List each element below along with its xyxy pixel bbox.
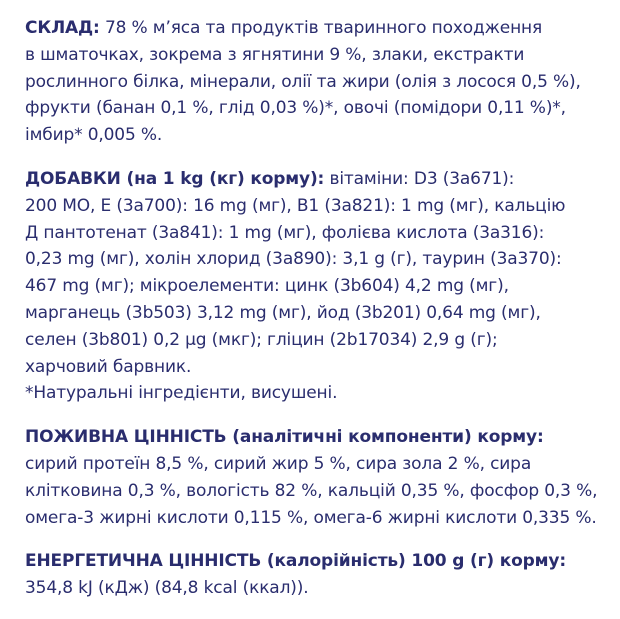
nutritional-value-heading: ПОЖИВНА ЦІННІСТЬ (аналітичні компоненти) корму: — [25, 427, 544, 448]
nutritional-value-line-2: клітковина 0,3 %, вологість 82 %, кальцій 0,35 %, фосфор 0,3 %, — [25, 480, 598, 501]
additives-line-8: харчовий барвник. — [25, 356, 192, 377]
composition-heading: СКЛАД: — [25, 18, 100, 38]
nutritional-value-line-1: сирий протеїн 8,5 %, сирий жир 5 %, сира зола 2 %, сира — [25, 453, 532, 474]
additives-line-3: Д пантотенат (3а841): 1 mg (мг), фолієва кислота (3а316): — [25, 222, 545, 243]
additives-line-7: селен (3b801) 0,2 µg (мкг); гліцин (2b17034) 2,9 g (г); — [25, 329, 498, 350]
energy-value-line-1: 354,8 kJ (кДж) (84,8 kcal (ккал)). — [25, 578, 309, 599]
additives-text: вітаміни: D3 (3а671): — [324, 168, 515, 189]
composition-paragraph — [25, 15, 610, 149]
energy-value-section — [25, 548, 610, 602]
nutritional-value-section — [25, 424, 610, 531]
energy-value-heading: ЕНЕРГЕТИЧНА ЦІННІСТЬ (калорійність) 100 g (г) корму: — [25, 551, 566, 572]
additives-paragraph — [25, 166, 610, 407]
energy-value-paragraph — [25, 548, 610, 602]
additives-section — [25, 166, 610, 407]
additives-line-1 — [25, 166, 610, 193]
additives-heading: ДОБАВКИ (на 1 kg (кг) корму): — [25, 168, 325, 189]
composition-section — [25, 15, 610, 149]
additives-line-2: 200 МО, Е (3а700): 16 mg (мг), В1 (3а821): 1 mg (мг), кальцію — [25, 195, 566, 216]
composition-line-2: в шматочках, зокрема з ягнятини 9 %, злаки, екстракти — [25, 44, 525, 65]
natural-ingredients-footnote: *Натуральні інгредієнти, висушені. — [25, 383, 338, 404]
additives-line-6: марганець (3b503) 3,12 mg (мг), йод (3b201) 0,64 mg (мг), — [25, 302, 541, 323]
nutritional-value-line-3: омега-3 жирні кислоти 0,115 %, омега-6 жирні кислоти 0,335 %. — [25, 507, 597, 528]
composition-line-1 — [25, 15, 610, 42]
composition-line-3: рослинного білка, мінерали, олії та жири (олія з лосося 0,5 %), — [25, 71, 581, 92]
composition-line-4: фрукти (банан 0,1 %, глід 0,03 %)*, овочі (помідори 0,11 %)*, — [25, 98, 566, 119]
product-label-text — [25, 15, 610, 619]
additives-line-4: 0,23 mg (мг), холін хлорид (3а890): 3,1 g (г), таурин (3а370): — [25, 249, 562, 270]
composition-line-5: імбир* 0,005 %. — [25, 125, 163, 146]
nutritional-value-paragraph — [25, 424, 610, 531]
composition-text: 78 % м’яса та продуктів тваринного походження — [99, 18, 543, 38]
additives-line-5: 467 mg (мг); мікроелементи: цинк (3b604) 4,2 mg (мг), — [25, 276, 509, 297]
